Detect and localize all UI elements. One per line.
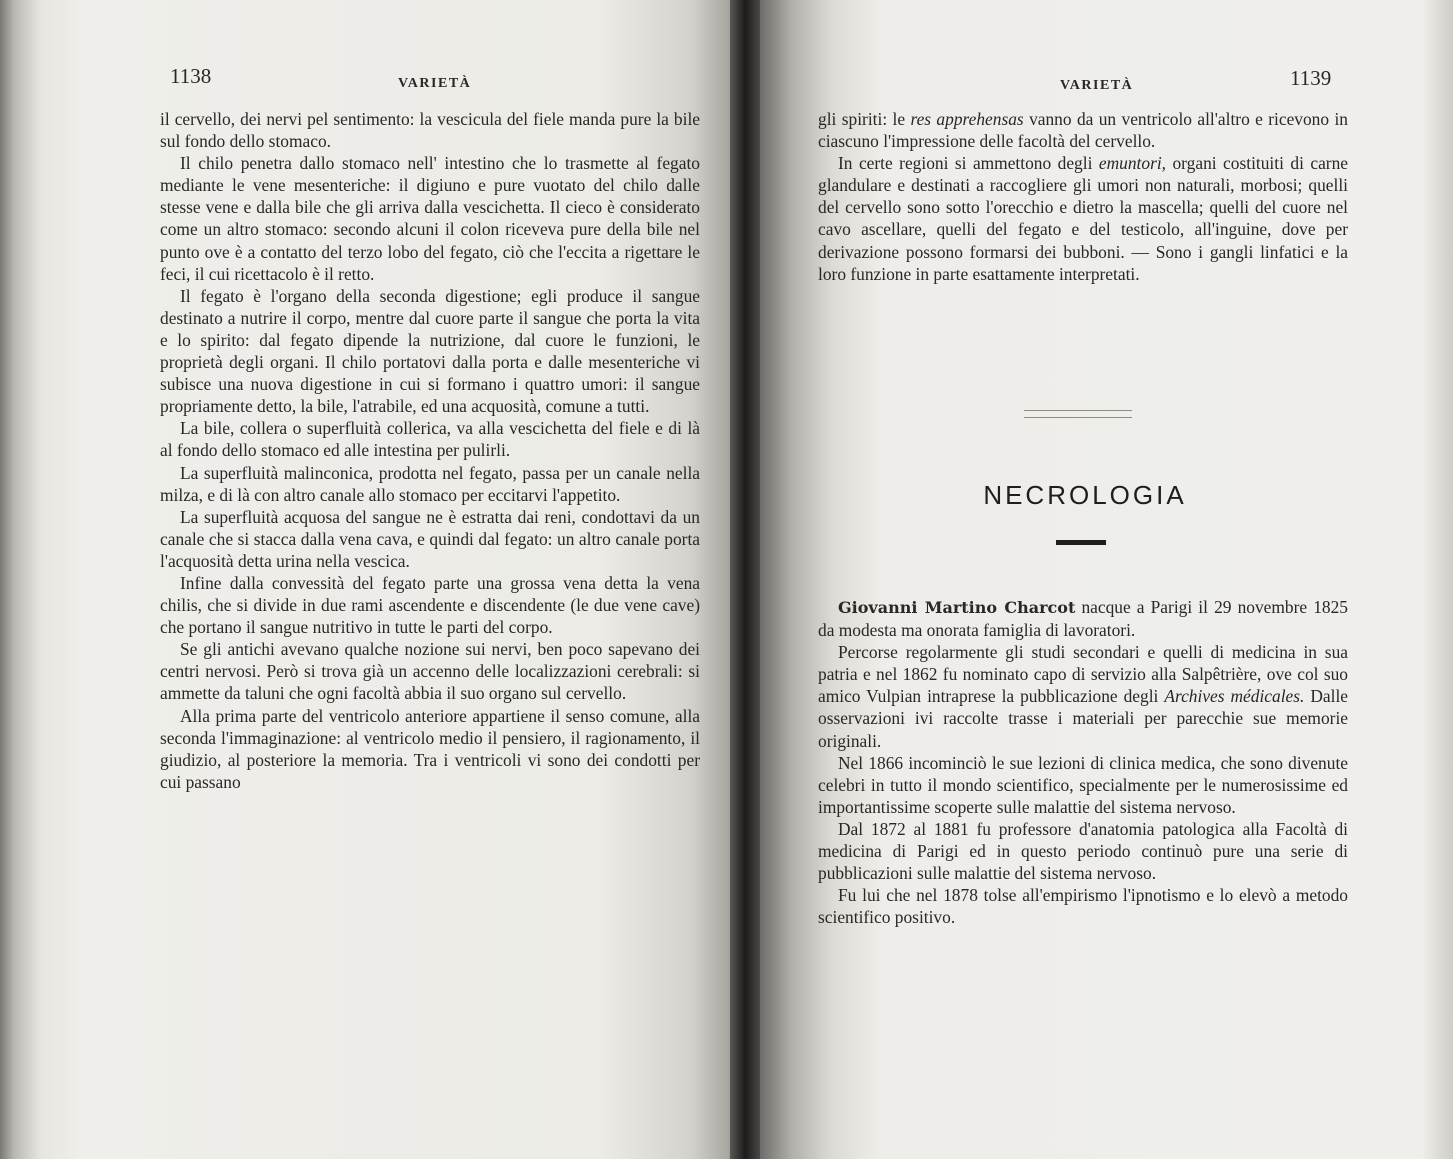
page-number-left: 1138: [170, 64, 212, 88]
person-name: Giovanni Martino Charcot: [838, 598, 1076, 617]
paragraph: Alla prima parte del ventricolo anteriore appartiene il senso comune, alla seconda l'immaginazione: al ventricolo medio il pensiero, il ragionamento, il giudizio, al posteriore la memoria. Tra i ventricoli vi sono dei condotti per cui passano: [160, 705, 700, 792]
running-head-left: VARIETÀ: [398, 76, 472, 91]
paragraph: Giovanni Martino Charcot nacque a Parigi il 29 novembre 1825 da modesta ma onorata famiglia di lavoratori.: [818, 597, 1348, 641]
italic-title: Archives médicales.: [1164, 686, 1305, 707]
left-page-body: [160, 108, 700, 793]
paragraph: Il chilo penetra dallo stomaco nell' intestino che lo trasmette al fegato mediante le vene mesenteriche: il digiuno e pure vuotato del chilo dalle stesse vene e dalla bile che gli arriva dalla vescichetta. Il cieco è considerato come un altro stomaco: secondo alcuni il colon riceveva pure della bile nel punto ove è a contatto del terzo lobo del fegato, ciò che l'eccita a rigettare le feci, il cui ricettacolo è il retto.: [160, 153, 700, 284]
section-divider: [1024, 410, 1132, 418]
section-title: NECROLOGIA: [983, 480, 1187, 510]
title-underline: [1056, 540, 1106, 545]
paragraph: Fu lui che nel 1878 tolse all'empirismo l'ipnotismo e lo elevò a metodo scientifico positivo.: [818, 885, 1348, 928]
paragraph: In certe regioni si ammettono degli emuntori, organi costituiti di carne glandulare e destinati a raccogliere gli umori non naturali, morbosi; quelli del cervello sono sotto l'orecchio e dietro la mascella; quelli del cuore nel cavo ascellare, quelli del fegato e del testicolo, all'inguine, dove per derivazione possono formarsi dei bubboni. — Sono i gangli linfatici e la loro funzione in parte esattamente interpretati.: [818, 153, 1348, 284]
paragraph: Se gli antichi avevano qualche nozione sui nervi, ben poco sapevano dei centri nervosi. Però si trova già un accenno delle localizzazioni cerebrali: si ammette da taluni che ogni facoltà abbia il suo organo sul cervello.: [160, 639, 700, 704]
paragraph: Nel 1866 incominciò le sue lezioni di clinica medica, che sono divenute celebri in tutto il mondo scientifico, specialmente per le numerosissime ed importantissime scoperte sulle malattie del sistema nervoso.: [818, 752, 1348, 817]
paragraph: Percorse regolarmente gli studi secondari e quelli di medicina in sua patria e nel 1862 fu nominato capo di servizio alla Salpêtrière, ove col suo amico Vulpian intraprese la pubblicazione degli Archives médicales. Dalle osservazioni ivi raccolte trasse i materiali per parecchie sue memorie originali.: [818, 642, 1348, 751]
book-gutter: [730, 0, 760, 1159]
paragraph: il cervello, dei nervi pel sentimento: la vescicula del fiele manda pure la bile sul fondo dello stomaco.: [160, 109, 700, 152]
italic-term: emuntori,: [1098, 153, 1167, 174]
page-number-right: 1139: [1290, 66, 1332, 90]
paragraph: La superfluità acquosa del sangue ne è estratta dai reni, condottavi da un canale che si stacca dalla vena cava, e quindi dal fegato: un altro canale porta l'acquosità detta urina nella vescica.: [160, 506, 700, 571]
right-page: [742, 0, 1453, 1159]
necrology-body: [818, 596, 1348, 928]
paragraph: Il fegato è l'organo della seconda digestione; egli produce il sangue destinato a nutrire il corpo, mentre dal cuore parte il sangue che porta la vita e lo spirito: dal fegato dipende la nutrizione, dal cuore le funzioni, le proprietà degli organi. Il chilo portatovi dalla porta e dalle mesenteriche vi subisce una nuova digestione in cui si formano i quattro umori: il sangue propriamente detto, la bile, l'atrabile, ed una acquosità, comune a tutti.: [160, 285, 700, 417]
paragraph: Dal 1872 al 1881 fu professore d'anatomia patologica alla Facoltà di medicina di Parigi ed in questo periodo continuò pure una serie di pubblicazioni sulle malattie del sistema nervoso.: [818, 818, 1348, 884]
paragraph: gli spiriti: le res apprehensas vanno da un ventricolo all'altro e ricevono in ciascuno l'impressione delle facoltà del cervello.: [818, 109, 1348, 152]
right-page-top-body: [818, 108, 1348, 285]
italic-term: res apprehensas: [910, 109, 1024, 129]
paragraph: La superfluità malinconica, prodotta nel fegato, passa per un canale nella milza, e di là con altro canale allo stomaco per eccitarvi l'appetito.: [160, 462, 700, 505]
running-head-right: VARIETÀ: [1060, 78, 1134, 93]
paragraph: Infine dalla convessità del fegato parte una grossa vena detta la vena chilis, che si divide in due rami ascendente e discendente (le due vene cave) che portano il sangue nutritivo in tutte le parti del corpo.: [160, 572, 700, 638]
paragraph: La bile, collera o superfluità collerica, va alla vescichetta del fiele e di là al fondo dello stomaco ed alle intestina per pulirli.: [160, 418, 700, 461]
